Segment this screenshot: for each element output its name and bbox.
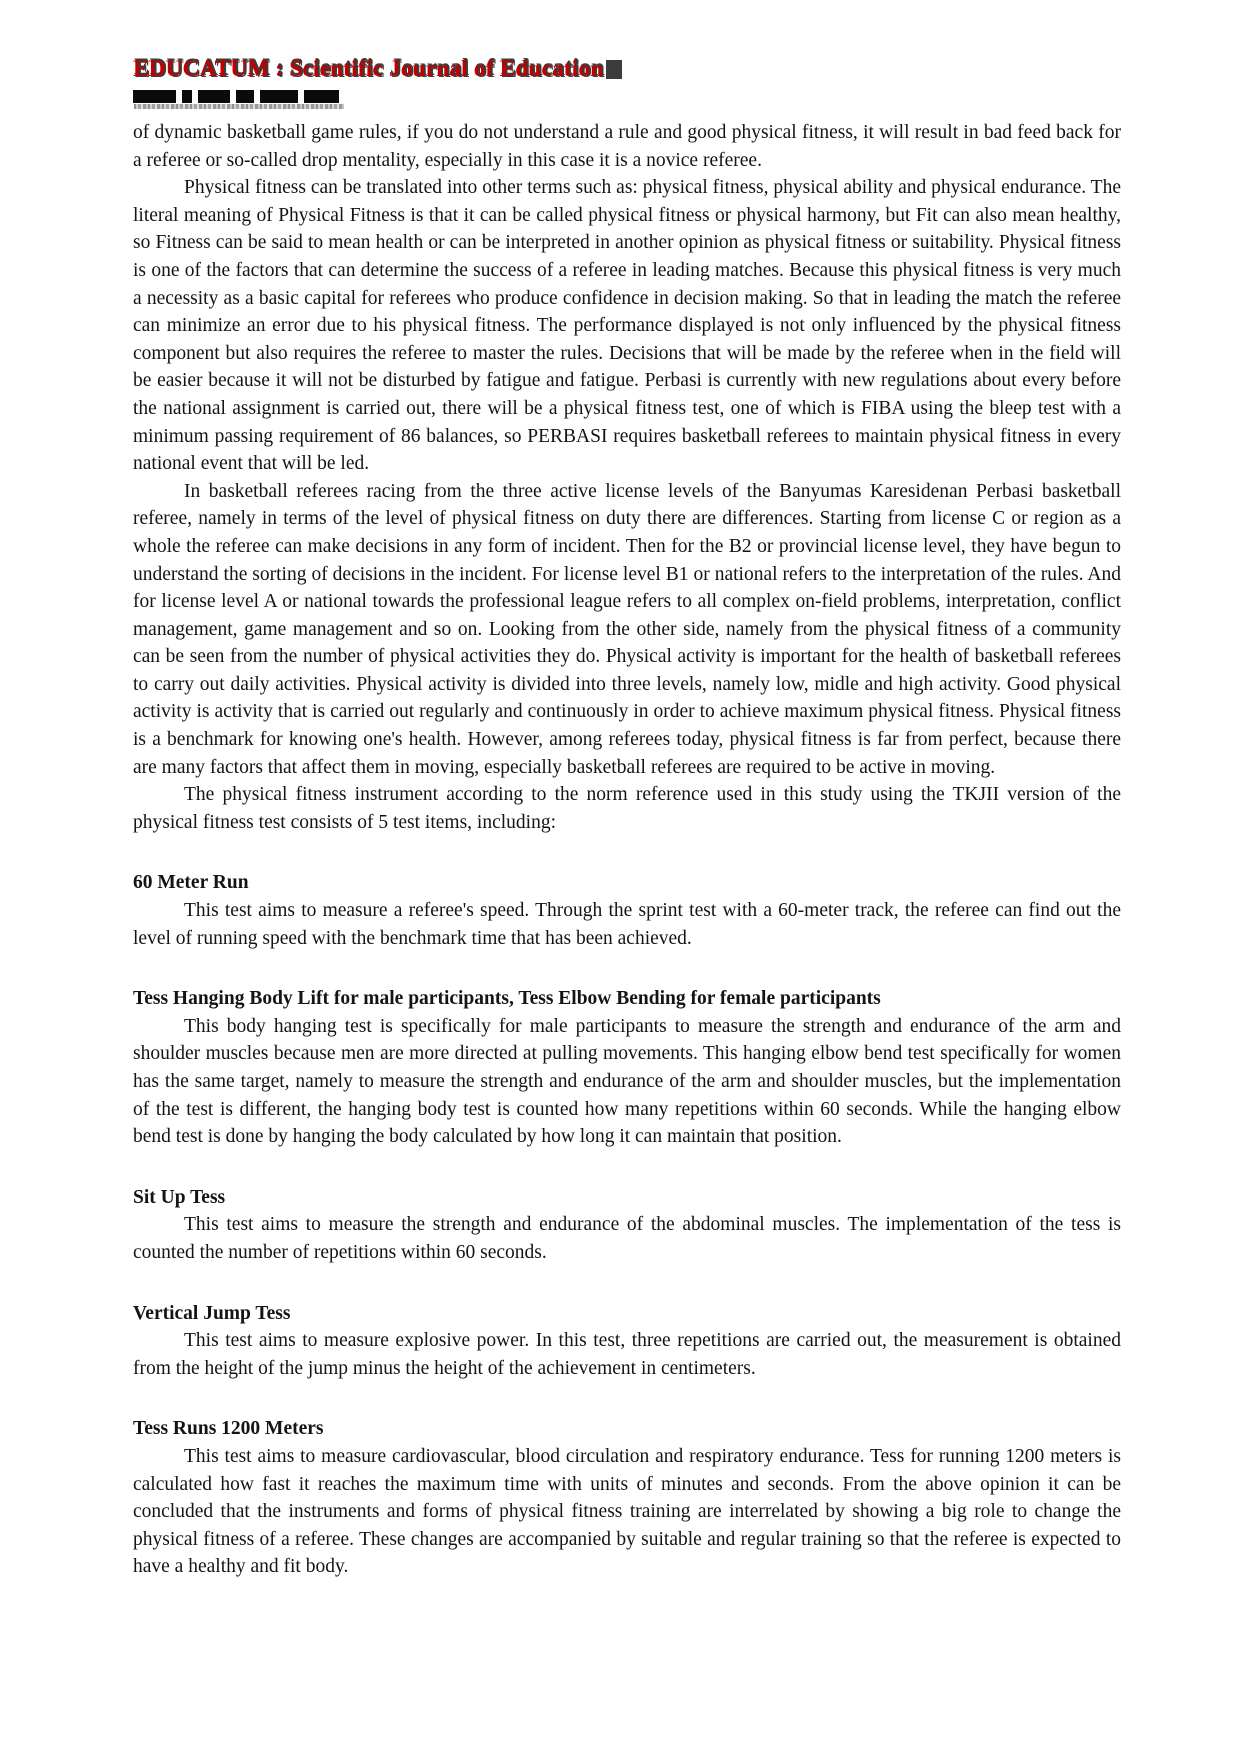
section-paragraph-tess-runs-1200-meters: This test aims to measure cardiovascular, blood circulation and respiratory endurance. Tess for running 1200 meters is calculated how fast it reaches the maximum time with units of minutes and seconds. From the above opinion it can be concluded that the instruments and forms of physical fitness training are interrelated by showing a big role to change the physical fitness of a referee. These changes are accompanied by suitable and regular training so that the referee is expected to have a healthy and fit body. — [133, 1445, 1121, 1578]
redaction-bar — [182, 90, 192, 103]
section-heading-tess-runs-1200-meters: Tess Runs 1200 Meters — [133, 1418, 324, 1440]
section-heading-vertical-jump-tess: Vertical Jump Tess — [133, 1302, 291, 1324]
redaction-bar — [133, 90, 176, 103]
redacted-issue-line — [133, 90, 1121, 111]
section-paragraph-60-meter-run: This test aims to measure a referee's speed. Through the sprint test with a 60-meter track, the referee can find out the level of running speed with the benchmark time that has been achieved. — [133, 900, 1121, 949]
article-body — [133, 119, 1121, 1581]
intro-paragraph-continuation: of dynamic basketball game rules, if you do not understand a rule and good physical fitness, it will result in bad feed back for a referee or so-called drop mentality, especially in this case it is a novice referee. — [133, 122, 1121, 171]
redaction-bar — [304, 90, 339, 103]
section-paragraph-vertical-jump-tess: This test aims to measure explosive power. In this test, three repetitions are carried out, the measurement is obtained from the height of the jump minus the height of the achievement in centimeters. — [133, 1330, 1121, 1379]
section-paragraph-sit-up-tess: This test aims to measure the strength and endurance of the abdominal muscles. The implementation of the tess is counted the number of repetitions within 60 seconds. — [133, 1214, 1121, 1263]
paragraph-physical-fitness-definition: Physical fitness can be translated into other terms such as: physical fitness, physical ability and physical endurance. The literal meaning of Physical Fitness is that it can be called physical fitness or physical harmony, but Fit can also mean healthy, so Fitness can be said to mean health or can be interpreted in another opinion as physical fitness or suitability. Physical fitness is one of the factors that can determine the success of a referee in leading matches. Because this physical fitness is very much a necessity as a basic capital for referees who produce confidence in decision making. So that in leading the match the referee can minimize an error due to his physical fitness. The performance displayed is not only influenced by the physical fitness component but also requires the referee to master the rules. Decisions that will be made by the referee when in the field will be easier because it will not be disturbed by fatigue and fatigue. Perbasi is currently with new regulations about every before the national assignment is carried out, there will be a physical fitness test, one of which is FIBA using the bleep test with a minimum passing requirement of 86 balances, so PERBASI requires basketball referees to maintain physical fitness in every national event that will be led. — [133, 177, 1121, 475]
redaction-bar — [198, 90, 230, 103]
paragraph-tkjii-instrument: The physical fitness instrument according to the norm reference used in this study using the TKJII version of the physical fitness test consists of 5 test items, including: — [133, 784, 1121, 833]
journal-title: EDUCATUM : Scientific Journal of Education — [133, 56, 604, 81]
section-heading-sit-up-tess: Sit Up Tess — [133, 1186, 226, 1208]
paragraph-license-levels: In basketball referees racing from the three active license levels of the Banyumas Karesidenan Perbasi basketball referee, namely in terms of the level of physical fitness on duty there are differences. Starting from license C or region as a whole the referee can make decisions in any form of incident. Then for the B2 or provincial license level, they have begun to understand the sorting of decisions in the incident. For license level B1 or national refers to the interpretation of the rules. And for license level A or national towards the professional league refers to all complex on-field problems, interpretation, conflict management, game management and so on. Looking from the other side, namely from the physical fitness of a community can be seen from the number of physical activities they do. Physical activity is important for the health of basketball referees to carry out daily activities. Physical activity is divided into three levels, namely low, midle and high activity. Good physical activity is activity that is carried out regularly and continuously in order to achieve maximum physical fitness. Physical fitness is a benchmark for knowing one's health. However, among referees today, physical fitness is far from perfect, because there are many factors that affect them in moving, especially basketball referees are required to be active in moving. — [133, 480, 1121, 778]
redaction-ghost-text — [134, 104, 344, 109]
section-paragraph-hanging-body-lift: This body hanging test is specifically for male participants to measure the strength and endurance of the arm and shoulder muscles because men are more directed at pulling movements. This hanging elbow bend test specifically for women has the same target, namely to measure the strength and endurance of the arm and shoulder muscles, but the implementation of the test is different, the hanging body test is counted how many repetitions within 60 seconds. While the hanging elbow bend test is done by hanging the body calculated by how long it can maintain that position. — [133, 1015, 1121, 1148]
redaction-bar — [260, 90, 298, 103]
section-heading-60-meter-run: 60 Meter Run — [133, 872, 249, 894]
journal-header — [133, 55, 1121, 111]
redaction-bar — [236, 90, 254, 103]
section-heading-hanging-body-lift: Tess Hanging Body Lift for male participants, Tess Elbow Bending for female participants — [133, 988, 881, 1010]
title-shadow-tail — [606, 60, 622, 79]
journal-page — [133, 55, 1121, 1581]
